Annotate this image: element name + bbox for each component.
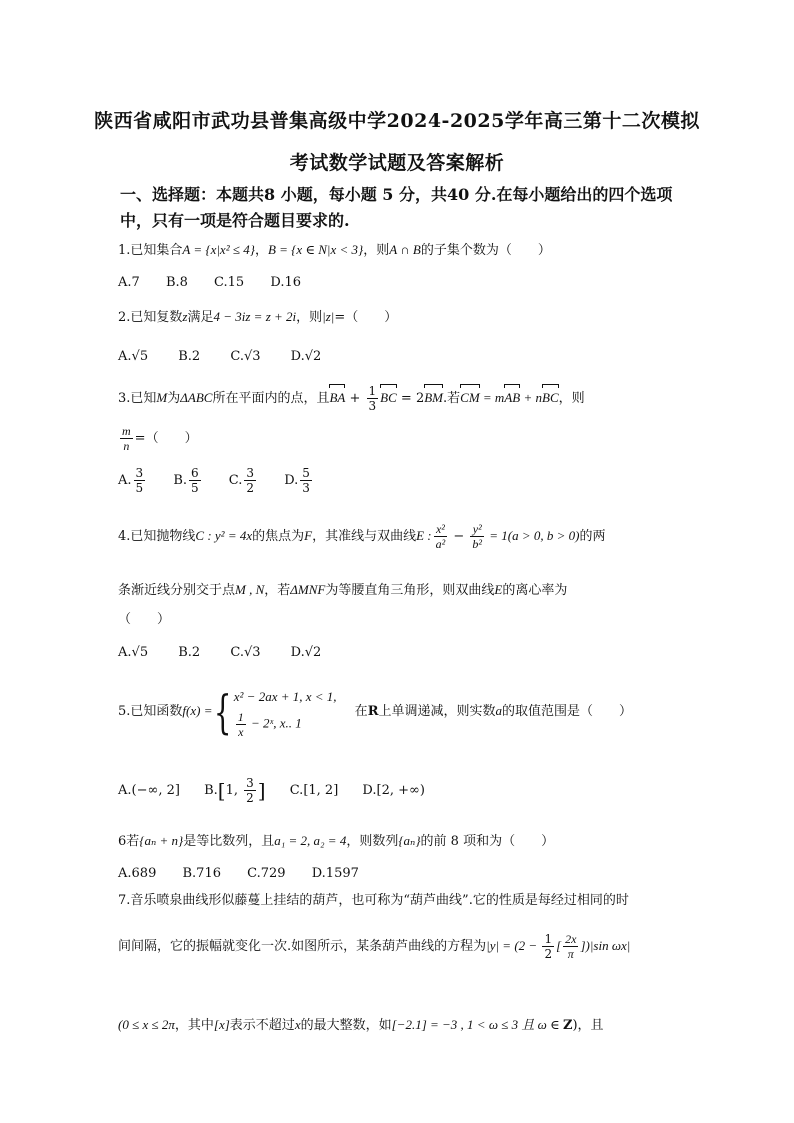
q3-vector-bc: BC (380, 388, 397, 408)
q1-option-b: B.8 (165, 275, 188, 290)
q5-text: 5.已知函数 (118, 704, 183, 719)
q7-frac-half (542, 932, 554, 961)
q3-mn-num: m (122, 424, 131, 438)
q5-text-b: 在 (354, 704, 368, 719)
q4-line2-b: ，若 (264, 583, 291, 598)
q5-option-b-label: B. (204, 783, 218, 798)
q3-frac-num: 1 (368, 384, 377, 398)
q1-option-d: D.16 (270, 275, 301, 290)
q6-option-b: B.716 (182, 866, 221, 881)
q3-option-b-num: 6 (191, 466, 199, 480)
q5-text-d: 的取值范围是（ ） (502, 704, 633, 719)
q7-eq-c: ])|sin ωx| (580, 938, 631, 953)
section-heading: 一、选择题：本题共8 小题，每小题 5 分，共40 分.在每小题给出的四个选项中，只有一项是符合题目要求的. (120, 185, 673, 230)
q5-text-c: 上单调递减，则实数 (378, 704, 496, 719)
question-4-paren: （ ） (118, 612, 171, 627)
q1-text: 1.已知集合 (118, 243, 183, 258)
q3-text-e: ，则 (558, 391, 585, 406)
q1-text-b: ，则 (363, 243, 390, 258)
q7-floor-x: [x] (213, 1017, 230, 1032)
q3-option-c-value (244, 466, 256, 495)
q3-mn-den: n (123, 439, 130, 453)
q3-text-c: 所在平面内的点，且 (212, 391, 330, 406)
q2-text-c: ，则 (296, 310, 323, 325)
question-7-line1: 7.音乐喷泉曲线形似藤蔓上挂结的葫芦，也可称为“葫芦曲线”.它的性质是每经过相同的时 (118, 893, 629, 908)
q5-case2-frac (236, 710, 246, 739)
question-2-options (118, 347, 321, 367)
q2-option-c-label: C. (230, 349, 244, 364)
q3-option-d-den: 3 (302, 481, 310, 495)
q6-text-c: ，则数列 (346, 834, 399, 849)
q3-option-a-num: 3 (135, 466, 144, 480)
q2-option-a-label: A. (118, 349, 132, 364)
q3-fraction (367, 384, 379, 413)
q2-option-b: B.2 (178, 349, 201, 364)
q3-option-d-value (300, 466, 312, 495)
q7-eq-a: |y| = (2 − (486, 938, 541, 953)
question-4 (118, 522, 606, 551)
q7-line3-d: 表示不超过 (229, 1018, 295, 1033)
q5-option-d: D.[2, +∞) (362, 783, 425, 798)
q4-frac-y (470, 522, 484, 551)
q7-line3-f: 的最大整数，如 (300, 1018, 392, 1033)
q3-option-d-num: 5 (302, 466, 310, 480)
q1-set-b: B = {x ∈ N|x < 3} (267, 242, 364, 257)
q5-a: a (495, 703, 503, 718)
q3-option-c-num: 3 (246, 466, 255, 480)
q2-text-d: =（ ） (334, 310, 398, 325)
question-5 (118, 684, 632, 739)
q1-sep: ， (254, 243, 268, 258)
q3-plus: + (345, 391, 365, 406)
document-title-line2: 考试数学试题及答案解析 (289, 152, 505, 174)
q5-option-b-frac (244, 776, 256, 805)
q3-vector-ab: AB (504, 388, 520, 408)
q3-plusn: + n (520, 390, 542, 405)
question-7-line3 (118, 1015, 604, 1036)
q2-absz: |z| (322, 309, 335, 324)
q6-option-a: A.689 (118, 866, 157, 881)
q4-line2-d: 的离心率为 (502, 583, 568, 598)
q3-option-b-value (189, 466, 201, 495)
q6-seq: {aₙ + n} (139, 833, 184, 848)
q3-text-b: 为 (167, 391, 181, 406)
q2-option-a-value: √5 (131, 349, 149, 364)
question-4-options (118, 643, 321, 663)
q3-vector-bc2: BC (542, 388, 559, 408)
q7-frac-2x-pi (563, 932, 578, 961)
q4-x2: x² (434, 522, 448, 537)
q3-vector-ba: BA (329, 388, 345, 408)
q4-triangle: ΔMNF (290, 582, 326, 597)
q4-option-d-label: D. (290, 645, 305, 660)
q6-seq2: {aₙ} (398, 833, 421, 848)
q4-option-d-value: √2 (304, 645, 322, 660)
q4-option-b: B.2 (178, 645, 201, 660)
q5-option-a: A.(−∞, 2] (118, 783, 180, 798)
q3-option-c-label: C. (228, 473, 243, 488)
q4-b2: b² (472, 537, 483, 551)
q5-case2-den: x (238, 725, 244, 739)
q6-option-c: C.729 (247, 866, 286, 881)
q3-mn-fraction (120, 424, 133, 453)
q3-text-d: .若 (443, 391, 461, 406)
q2-equation: 4 − 3iz = z + 2i (213, 309, 297, 324)
question-3-cont (118, 424, 198, 453)
question-6-options (118, 864, 381, 884)
q2-option-d-value: √2 (304, 349, 322, 364)
question-3-options (118, 466, 314, 495)
q4-e2: E (494, 582, 503, 597)
q7-half-num: 1 (544, 932, 553, 946)
q2-text-b: 满足 (187, 310, 214, 325)
q7-x: x (294, 1017, 301, 1032)
question-1 (118, 240, 551, 261)
q4-text-c: ，其准线与双曲线 (312, 529, 417, 544)
q4-a2: a² (435, 537, 446, 551)
q6-text: 6若 (118, 834, 140, 849)
q3-text: 3.已知 (118, 391, 157, 406)
q3-eq2: = 2 (396, 391, 425, 406)
q4-e: E : (416, 528, 432, 543)
q7-line3-b: ，其中 (174, 1018, 214, 1033)
q6-text-d: 的前 8 项和为（ ） (420, 834, 555, 849)
q2-z: z (182, 309, 188, 324)
question-5-options: A.(−∞, 2] B.[1, $\frac{3}{2}$ ] C.[1, 2] D.[2, +∞) (118, 776, 425, 805)
q4-minus: − (449, 529, 469, 544)
q5-cases (234, 684, 337, 739)
question-3 (118, 384, 585, 413)
q4-option-c-value: √3 (243, 645, 261, 660)
q3-option-a-value (134, 466, 146, 495)
q7-half-den: 2 (544, 947, 553, 961)
q5-option-b-num: 3 (246, 776, 254, 790)
q4-y2: y² (470, 522, 484, 537)
document-title-line1: 陕西省咸阳市武功县普集高级中学2024-2025学年高三第十二次模拟 (94, 110, 700, 132)
q4-text: 4.已知抛物线 (118, 529, 196, 544)
q4-parabola: C : y² = 4x (195, 528, 253, 543)
q1-text-c: 的子集个数为（ ） (420, 243, 551, 258)
q4-text-d: 的两 (579, 529, 606, 544)
q3-text-f: =（ ） (134, 431, 198, 446)
q3-option-c-den: 2 (246, 481, 255, 495)
q6-cond: a₁ = 2, a₂ = 4 (274, 833, 347, 848)
q4-line2-a: 条渐近线分别交于点 (118, 583, 236, 598)
q3-m: M (156, 390, 168, 405)
q3-option-b-label: B. (173, 473, 187, 488)
q7-z: Z (562, 1018, 573, 1033)
question-7-line2 (118, 932, 630, 961)
q5-option-b-den: 2 (246, 791, 254, 805)
q7-line3-h: )，且 (572, 1018, 604, 1033)
question-2 (118, 307, 397, 328)
q3-option-d-label: D. (284, 473, 299, 488)
q7-line2-text: 间间隔，它的振幅就变化一次.如图所示，某条葫芦曲线的方程为 (118, 939, 487, 954)
q2-option-d-label: D. (290, 349, 305, 364)
q3-frac-den: 3 (368, 399, 377, 413)
q3-eq3: = m (479, 390, 505, 405)
q4-option-a-value: √5 (131, 645, 149, 660)
q7-range: (0 ≤ x ≤ 2π (118, 1017, 175, 1032)
q5-case2-rest: − 2ˣ, x.. 1 (247, 715, 302, 731)
question-6 (118, 831, 554, 852)
q3-vector-bm: BM (424, 388, 443, 408)
q1-option-c: C.15 (214, 275, 245, 290)
q4-frac-x (434, 522, 448, 551)
q6-text-b: 是等比数列，且 (183, 834, 275, 849)
q4-option-c-label: C. (230, 645, 244, 660)
q7-eq-b: [ (556, 938, 562, 953)
q5-case1: x² − 2ax + 1, x < 1, (233, 689, 337, 704)
q7-pi: π (567, 947, 574, 961)
q1-set-a: A = {x|x² ≤ 4} (182, 242, 255, 257)
q3-option-a-label: A. (118, 473, 132, 488)
q3-triangle: ΔABC (180, 390, 213, 405)
q3-vector-cm: CM (460, 388, 480, 408)
question-1-options (118, 273, 323, 293)
q1-option-a: A.7 (118, 275, 140, 290)
q3-option-a-den: 5 (135, 481, 144, 495)
q5-left-brace: { (214, 684, 232, 739)
q2-text: 2.已知复数 (118, 310, 183, 325)
q3-option-b-den: 5 (191, 481, 199, 495)
q5-r: R (367, 704, 379, 719)
q6-option-d: D.1597 (311, 866, 359, 881)
q4-text-b: 的焦点为 (252, 529, 305, 544)
question-4-line2 (118, 580, 567, 601)
q1-expr: A ∩ B (389, 242, 421, 257)
q4-option-a-label: A. (118, 645, 132, 660)
q5-option-c: C.[1, 2] (289, 783, 339, 798)
q2-option-c-value: √3 (243, 349, 261, 364)
q4-line2-c: 为等腰直角三角形，则双曲线 (325, 583, 495, 598)
q5-case2-num: 1 (237, 710, 244, 724)
q4-cond: = 1(a > 0, b > 0) (486, 528, 580, 543)
q7-example: [−2.1] = −3 , 1 < ω ≤ 3 且 ω ∈ (391, 1017, 563, 1032)
q4-f: F (304, 528, 313, 543)
q4-mn: M , N (235, 582, 265, 597)
q5-fx: f(x) = (182, 703, 213, 718)
q7-2x: 2x (565, 932, 577, 946)
